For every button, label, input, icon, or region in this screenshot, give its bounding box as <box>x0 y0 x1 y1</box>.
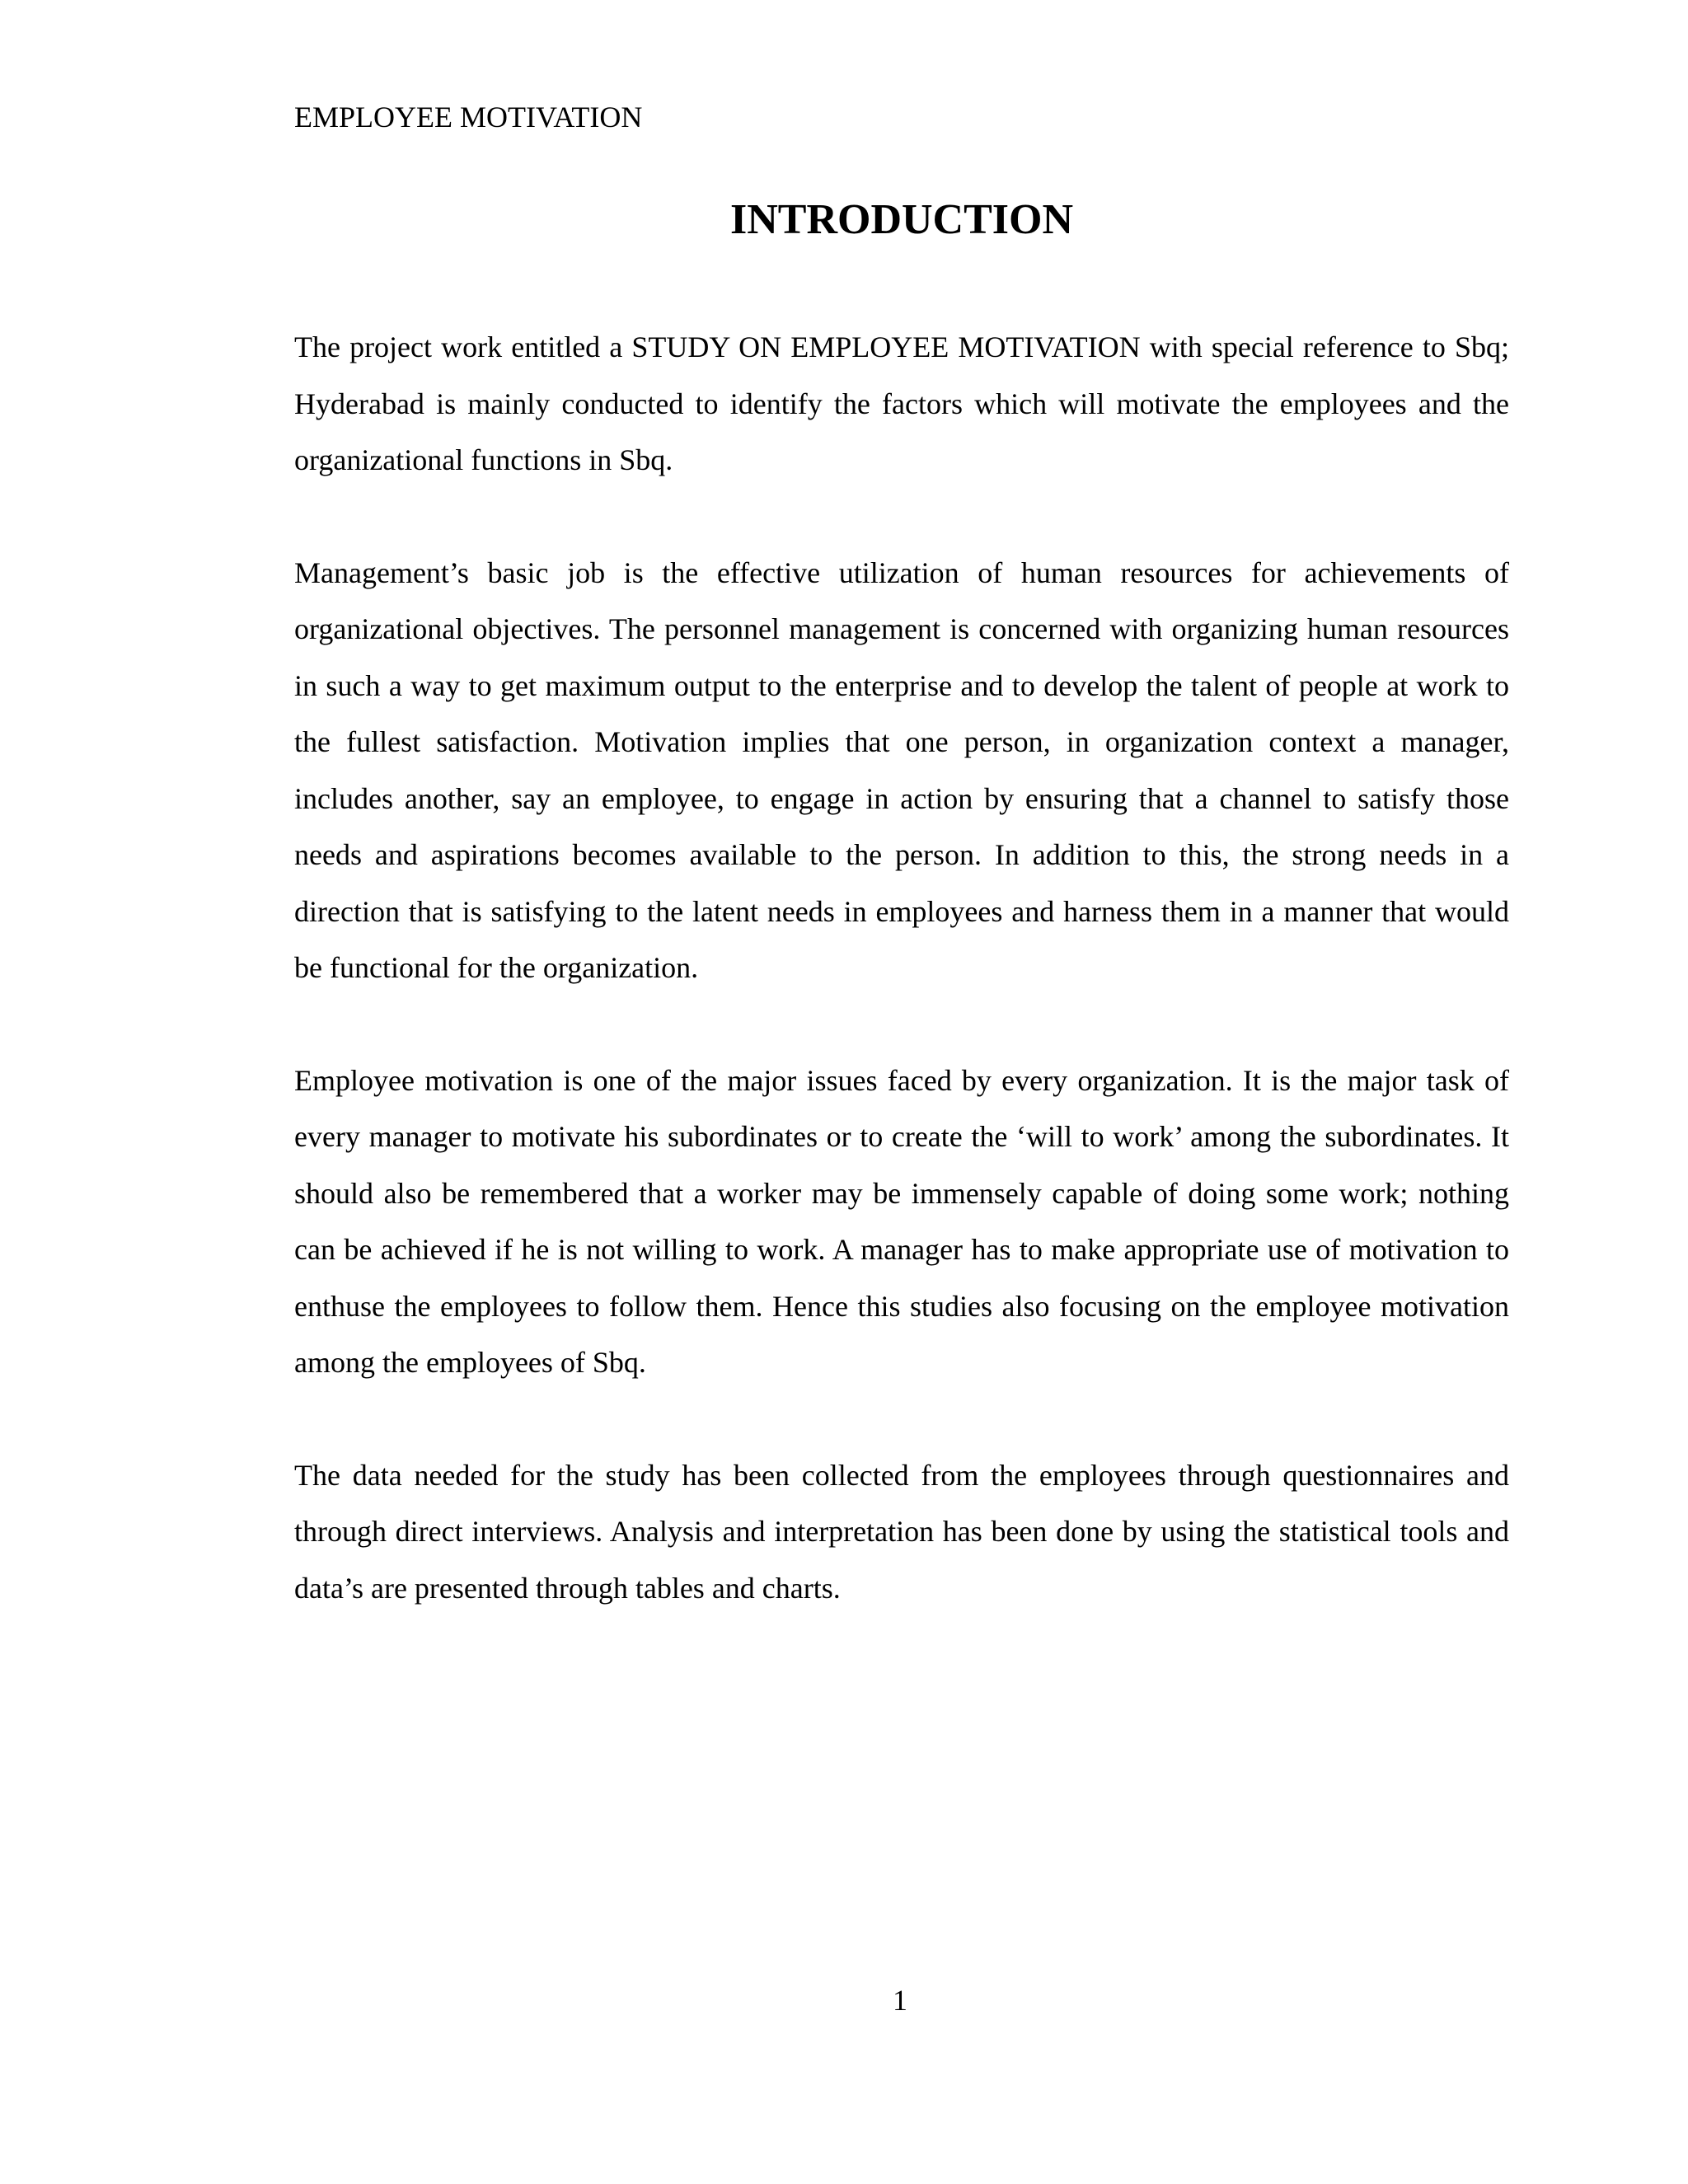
page-number: 1 <box>893 1984 907 2017</box>
paragraph-3: Employee motivation is one of the major issues faced by every organization. It is the major task of every manager to motivate his subordinates or to create the ‘will to work’ among the subordinates. It should also be remembered that a worker may be immensely capable of doing some work; nothing can be achieved if he is not willing to work. A manager has to make appropriate use of motivation to enthuse the employees to follow them. Hence this studies also focusing on the employee motivation among the employees of Sbq. <box>294 1063 1509 1379</box>
running-header: EMPLOYEE MOTIVATION <box>294 101 643 134</box>
page-title: INTRODUCTION <box>729 196 1074 243</box>
paragraph-4: The data needed for the study has been collected from the employees through questionnaires and through direct interviews. Analysis and interpretation has been done by using the statistical tools and data’s are presented through tables and charts. <box>294 1458 1509 1605</box>
paragraph-2: Management’s basic job is the effective utilization of human resources for achievements of organizational objectives. The personnel management is concerned with organizing human resources in such a way to get maximum output to the enterprise and to develop the talent of people at work to the fullest satisfaction. Motivation implies that one person, in organization context a manager, includes another, say an employee, to engage in action by ensuring that a channel to satisfy those needs and aspirations becomes available to the person. In addition to this, the strong needs in a direction that is satisfying to the latent needs in employees and harness them in a manner that would be functional for the organization. <box>294 555 1509 984</box>
body-text <box>294 319 1509 1672</box>
paragraph-1: The project work entitled a STUDY ON EMPLOYEE MOTIVATION with special reference to Sbq; Hyderabad is mainly conducted to identify the factors which will motivate the employees and the organizational functions in Sbq. <box>294 330 1509 476</box>
